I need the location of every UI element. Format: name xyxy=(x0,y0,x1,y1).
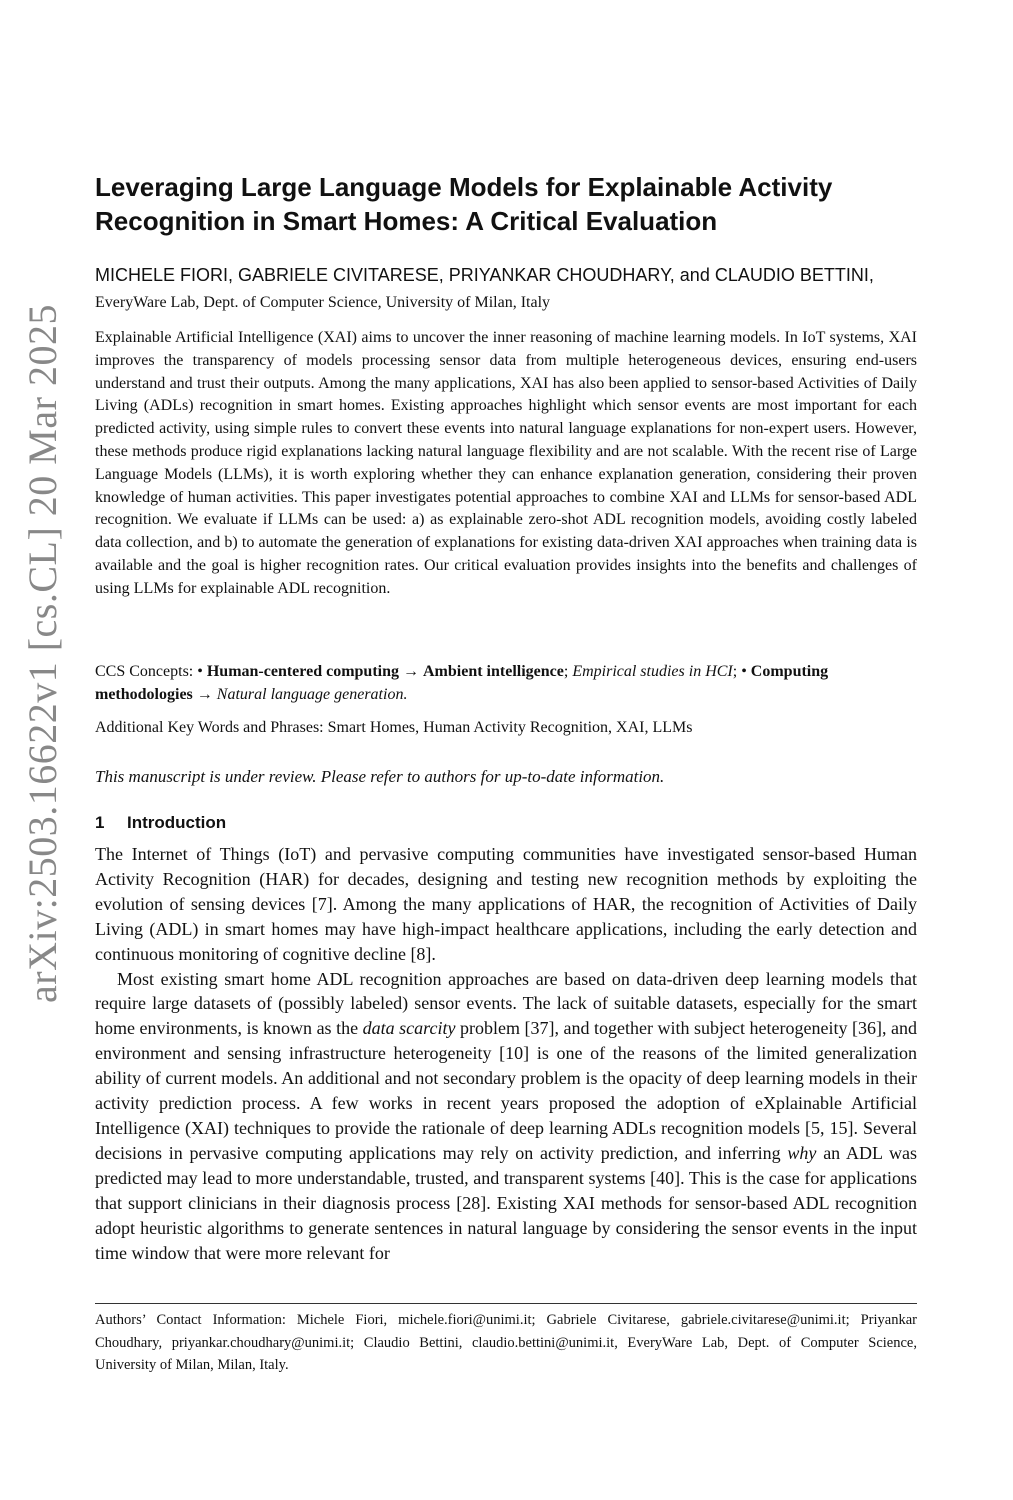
section-heading-introduction xyxy=(95,812,917,834)
author-contact-footnote: Authors’ Contact Information: Michele Fiori, michele.fiori@unimi.it; Gabriele Civitarese, gabriele.civitarese@unimi.it; Priyankar Choudhary, priyankar.choudhary@unimi.it; Claudio Bettini, claudio.bettini@unimi.it, EveryWare Lab, Dept. of Computer Science, University of Milan, Milan, Italy. xyxy=(95,1312,917,1373)
intro-p2-emphasis-why: why xyxy=(787,1142,817,1163)
keywords: Additional Key Words and Phrases: Smart Homes, Human Activity Recognition, XAI, LLMs xyxy=(95,719,693,736)
intro-paragraph-2 xyxy=(95,967,917,1266)
intro-p2-text-a: Most existing smart home ADL recognition approaches are based on data-driven deep learning models that require large datasets of (possibly labeled) sensor events. The lack of suitable datasets, especially for the smart home environments, is known as the xyxy=(95,968,917,1039)
ccs-separator-2: ; • xyxy=(732,663,747,680)
abstract: Explainable Artificial Intelligence (XAI) aims to uncover the inner reasoning of machine learning models. In IoT systems, XAI improves the transparency of models processing sensor data from multiple heterogeneous devices, ensuring end-users understand and trust their outputs. Among the many applications, XAI has also been applied to sensor-based Activities of Daily Living (ADLs) recognition in smart homes. Existing approaches highlight which sensor events are most important for each predicted activity, using simple rules to convert these events into natural language explanations for non-expert users. However, these methods produce rigid explanations lacking natural language flexibility and are not scalable. With the recent rise of Large Language Models (LLMs), it is worth exploring whether they can enhance explanation generation, considering their proven knowledge of human activities. This paper investigates potential approaches to combine XAI and LLMs for sensor-based ADL recognition. We evaluate if LLMs can be used: a) as explainable zero-shot ADL recognition models, avoiding costly labeled data collection, and b) to automate the generation of explanations for existing data-driven XAI approaches when training data is available and the goal is higher recognition rates. Our critical evaluation provides insights into the benefits and challenges of using LLMs for explainable ADL recognition. xyxy=(95,329,917,597)
ccs-concept-1: Human-centered computing xyxy=(206,663,399,680)
arxiv-identifier-text: arXiv:2503.16622v1 [cs.CL] 20 Mar 2025 xyxy=(19,303,65,1003)
intro-p2-text-c: an ADL was predicted may lead to more understandable, trusted, and transparent systems [40]. This is the case for applications that support clinicians in their diagnosis process [28]. Existing XAI methods for sensor-based ADL recognition adopt heuristic algorithms to generate sentences in natural language by considering the sensor events in the input time window that were more relevant for xyxy=(95,1142,918,1263)
paper-title: Leveraging Large Language Models for Explainable Activity Recognition in Smart Homes: A Critical Evaluation xyxy=(95,172,833,236)
ccs-arrow-2: → xyxy=(196,686,213,703)
review-notice: This manuscript is under review. Please refer to authors for up-to-date information. xyxy=(95,767,665,786)
section-title: Introduction xyxy=(127,813,227,832)
section-number: 1 xyxy=(95,813,105,832)
footnote-divider xyxy=(95,1303,917,1304)
author-block xyxy=(95,262,917,316)
intro-p2-emphasis-data-scarcity: data scarcity xyxy=(362,1018,456,1039)
ccs-concept-3: Empirical studies in HCI xyxy=(572,663,733,680)
author-names: MICHELE FIORI, GABRIELE CIVITARESE, PRIYANKAR CHOUDHARY, and CLAUDIO BETTINI, xyxy=(95,265,874,285)
arxiv-identifier-stamp xyxy=(16,288,68,1018)
introduction-body xyxy=(95,842,917,1265)
ccs-concept-4: Computing methodologies xyxy=(95,663,829,703)
ccs-concept-5: Natural language generation. xyxy=(216,686,408,703)
ccs-concept-2: Ambient intelligence xyxy=(422,663,564,680)
intro-paragraph-1: The Internet of Things (IoT) and pervasive computing communities have investigated sensor-based Human Activity Recognition (HAR) for decades, designing and testing new recognition methods by exploiting the evolution of sensing devices [7]. Among the many applications of HAR, the recognition of Activities of Daily Living (ADL) in smart homes may have high-impact healthcare applications, including the early detection and continuous monitoring of cognitive decline [8]. xyxy=(95,844,917,964)
ccs-separator-1: ; xyxy=(563,663,569,680)
ccs-arrow-1: → xyxy=(402,663,419,680)
intro-p2-text-b: problem [37], and together with subject heterogeneity [36], and environment and sensing infrastructure heterogeneity [10] is one of the reasons of the limited generalization ability of current models. An additional and not secondary problem is the opacity of deep learning models in their activity prediction process. A few works in recent years proposed the adoption of eXplainable Artificial Intelligence (XAI) techniques to provide the rationale of deep learning ADLs recognition models [5, 15]. Several decisions in pervasive computing applications may rely on activity prediction, and inferring xyxy=(95,1018,918,1163)
ccs-prefix: CCS Concepts: • xyxy=(95,663,203,680)
author-affiliation: EveryWare Lab, Dept. of Computer Science, University of Milan, Italy xyxy=(95,294,551,311)
ccs-concepts xyxy=(95,660,917,706)
